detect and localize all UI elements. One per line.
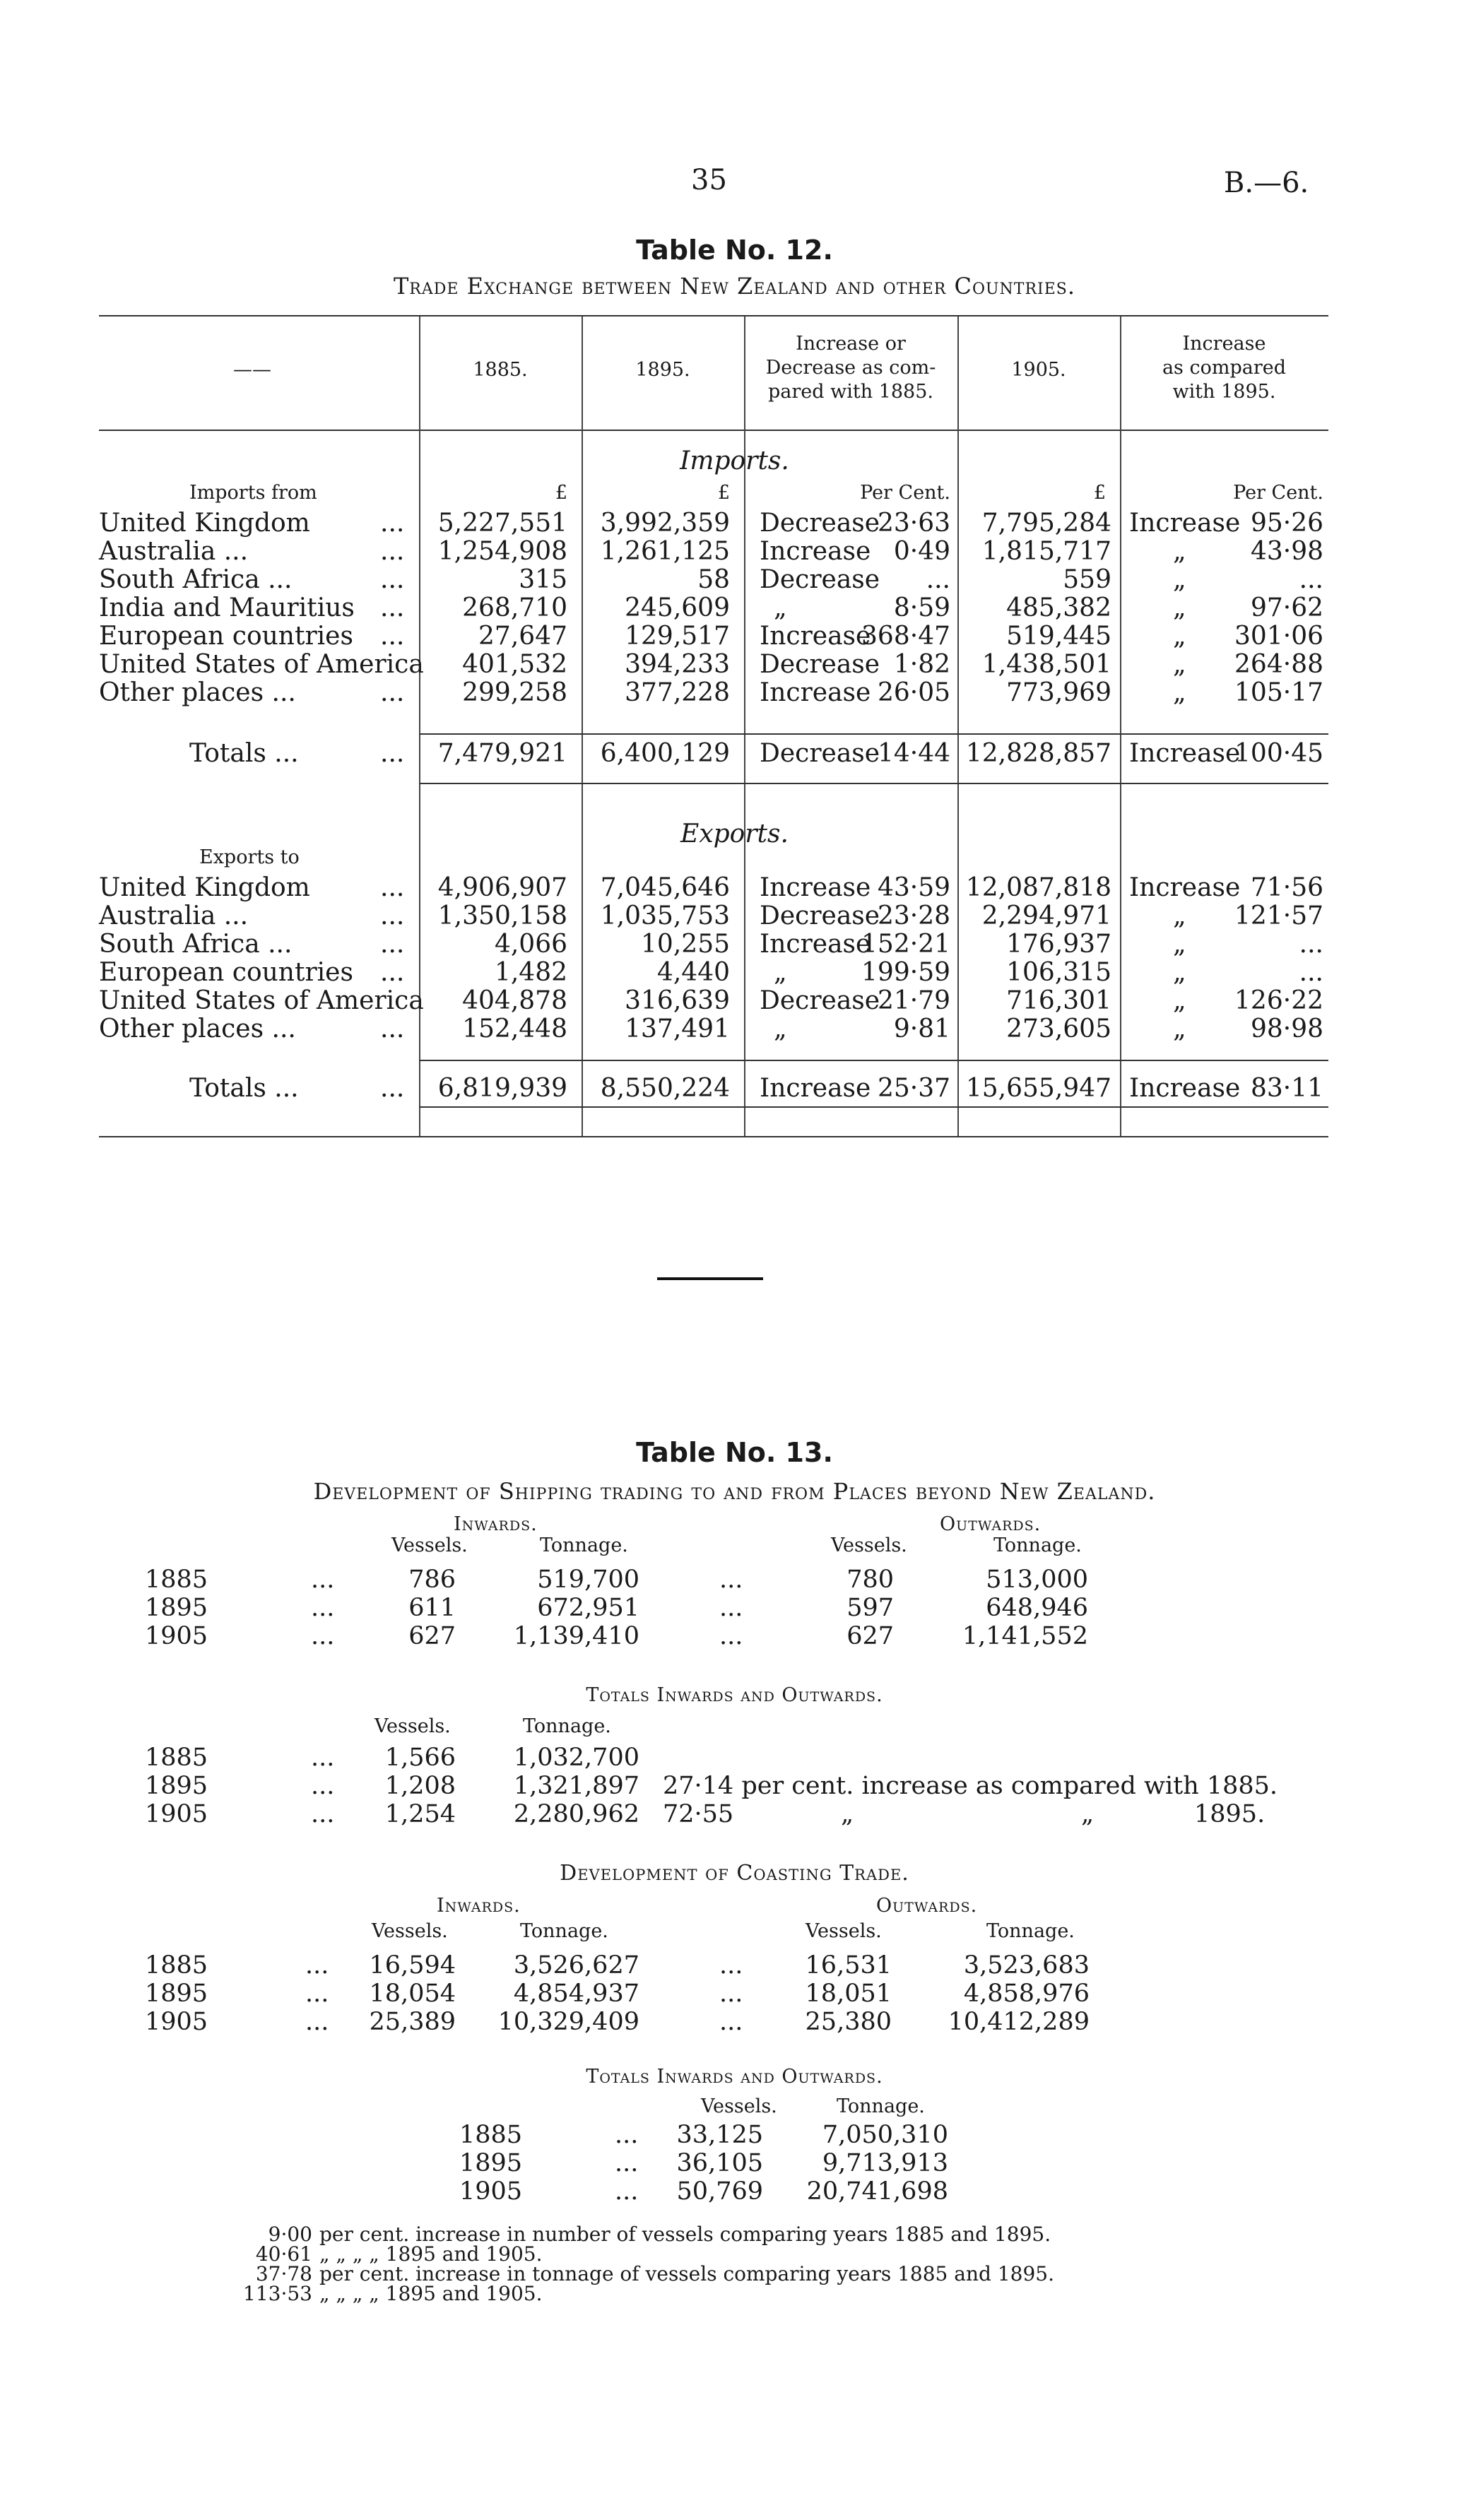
imports-row-change2-value: 43·98: [1250, 537, 1323, 566]
imports-row-change1-word: Increase: [760, 537, 871, 566]
shipping-totals-year: 1895: [145, 1772, 208, 1800]
coasting-totals-tonnage: 20,741,698: [806, 2177, 948, 2206]
imports-row-change2-value: 105·17: [1234, 678, 1323, 707]
imports-unit-1885: £: [555, 482, 567, 504]
imports-totals-row-change1-value: 14·44: [877, 739, 950, 768]
coasting-totals-vessels-label: Vessels.: [701, 2095, 777, 2117]
shipping-totals-note-percent: 72·55: [663, 1800, 734, 1828]
exports-row-1895: 4,440: [656, 958, 730, 987]
table12-title: Table No. 12.: [636, 235, 833, 266]
exports-row-name: United States of America: [99, 986, 424, 1015]
coasting-totals-tonnage: 7,050,310: [822, 2121, 948, 2149]
exports-row-1885: 152,448: [462, 1014, 567, 1043]
exports-row-change2-value: 121·57: [1234, 901, 1323, 930]
table12-top-rule: [99, 315, 1328, 317]
shipping-mid-leader: ...: [719, 1622, 743, 1650]
imports-totals-row-name: Totals ...: [189, 739, 299, 768]
exports-totals-row-leader: ...: [380, 1074, 405, 1103]
coasting-totals-vessels: 36,105: [676, 2149, 763, 2177]
exports-row-change1-value: 9·81: [893, 1014, 950, 1043]
imports-row-1885: 1,254,908: [437, 537, 567, 566]
coasting-year: 1895: [145, 1980, 208, 2008]
imports-row-leader: ...: [380, 509, 405, 538]
imports-row-leader: ...: [380, 678, 405, 707]
coasting-in-vessels: 25,389: [369, 2008, 456, 2036]
note-percent: 40·61: [255, 2242, 312, 2266]
shipping-mid-leader: ...: [719, 1594, 743, 1622]
imports-unit-1905: £: [1093, 482, 1106, 504]
shipping-totals-year: 1885: [145, 1744, 208, 1772]
shipping-in-tonnage-label: Tonnage.: [540, 1534, 628, 1556]
shipping-totals-tonnage: 2,280,962: [513, 1800, 639, 1828]
header-change-1885-line: Increase or: [796, 333, 906, 355]
coasting-out-tonnage: 4,858,976: [963, 1980, 1090, 2008]
coasting-leader: ...: [305, 1951, 329, 1980]
coasting-totals-year: 1905: [459, 2177, 523, 2206]
coasting-out-vessels: 16,531: [805, 1951, 892, 1980]
exports-row-1885: 4,066: [494, 930, 567, 959]
imports-row-change2-value: ...: [1299, 565, 1323, 594]
imports-row-leader: ...: [380, 537, 405, 566]
imports-row-leader: ...: [380, 622, 405, 651]
exports-label: Exports to: [199, 846, 300, 868]
coasting-in-vessels-label: Vessels.: [372, 1920, 448, 1942]
exports-row-change2-word: „: [1173, 930, 1186, 959]
exports-totals-row-1905: 15,655,947: [965, 1074, 1111, 1103]
exports-row-change2-word: Increase: [1129, 873, 1241, 902]
header-change-1895: [1120, 332, 1328, 404]
coasting-totals-heading: Totals Inwards and Outwards.: [586, 2066, 883, 2088]
note-text: per cent. increase in tonnage of vessels comparing years 1885 and 1895.: [319, 2262, 1054, 2285]
shipping-totals-note: 27·14 per cent. increase as compared with 1885.: [663, 1772, 1278, 1800]
imports-row-1895: 1,261,125: [600, 537, 730, 566]
exports-subtotal-rule: [419, 1060, 1328, 1061]
header-change-1895-line: with 1895.: [1172, 381, 1276, 403]
imports-unit-chg1: Per Cent.: [860, 482, 950, 504]
header-1885: 1885.: [473, 359, 528, 381]
imports-row-change1-word: „: [774, 593, 787, 622]
imports-row-change1-word: Decrease: [760, 509, 880, 538]
coasting-leader: ...: [305, 1980, 329, 2008]
coasting-heading: Development of Coasting Trade.: [560, 1861, 909, 1886]
imports-totals-row-1885: 7,479,921: [437, 739, 567, 768]
exports-row-change1-word: Increase: [760, 873, 871, 902]
exports-row-change2-value: 98·98: [1250, 1014, 1323, 1043]
exports-row-leader: ...: [380, 1014, 405, 1043]
imports-row-leader: ...: [380, 593, 405, 622]
exports-row-1895: 7,045,646: [600, 873, 730, 902]
imports-totals-row-change2-value: 100·45: [1234, 739, 1323, 768]
note-text: per cent. increase in number of vessels comparing years 1885 and 1895.: [319, 2223, 1051, 2246]
coasting-totals-leader: ...: [615, 2177, 639, 2206]
coasting-totals-tonnage: 9,713,913: [822, 2149, 948, 2177]
note-percent: 113·53: [243, 2282, 312, 2305]
shipping-mid-leader: ...: [719, 1566, 743, 1594]
header-change-1885: [744, 332, 957, 404]
coasting-in-vessels: 16,594: [369, 1951, 456, 1980]
exports-row-change2-word: „: [1173, 1014, 1186, 1043]
imports-row-1905: 7,795,284: [981, 509, 1111, 538]
imports-row-name: India and Mauritius: [99, 593, 355, 622]
imports-row-change1-value: 8·59: [893, 593, 950, 622]
exports-row-change1-value: 21·79: [877, 986, 950, 1015]
note-text: „ „ „ „ 1895 and 1905.: [319, 2282, 543, 2305]
coasting-totals-year: 1885: [459, 2121, 523, 2149]
imports-row-1885: 268,710: [462, 593, 567, 622]
imports-row-name: Other places ...: [99, 678, 296, 707]
shipping-out-tonnage: 648,946: [986, 1594, 1088, 1622]
coasting-in-tonnage: 4,854,937: [513, 1980, 639, 2008]
exports-row-change2-value: ...: [1299, 930, 1323, 959]
note-percent: 37·78: [255, 2262, 312, 2285]
imports-totals-row-change2-word: Increase: [1129, 739, 1241, 768]
shipping-in-tonnage: 1,139,410: [513, 1622, 639, 1650]
exports-row-change2-word: „: [1173, 958, 1186, 987]
exports-row-1895: 316,639: [625, 986, 730, 1015]
exports-row-1885: 1,482: [494, 958, 567, 987]
exports-row-1905: 176,937: [1006, 930, 1111, 959]
imports-row-1905: 519,445: [1006, 622, 1111, 651]
exports-totals-row-change1-word: Increase: [760, 1074, 871, 1103]
shipping-out-tonnage: 1,141,552: [962, 1622, 1088, 1650]
exports-row-1885: 4,906,907: [437, 873, 567, 902]
imports-row-change2-value: 301·06: [1234, 622, 1323, 651]
coasting-totals-leader: ...: [615, 2149, 639, 2177]
imports-subtotal-rule: [419, 733, 1328, 735]
shipping-totals-leader: ...: [311, 1744, 335, 1772]
header-change-1895-line: as compared: [1162, 357, 1287, 379]
imports-unit-chg2: Per Cent.: [1233, 482, 1323, 504]
document-reference: B.—6.: [1224, 167, 1309, 199]
header-change-1885-line: pared with 1885.: [768, 381, 933, 403]
shipping-totals-vessels: 1,208: [384, 1772, 456, 1800]
imports-row-name: European countries: [99, 622, 353, 651]
exports-row-change2-value: 71·56: [1250, 873, 1323, 902]
imports-row-change1-value: 23·63: [877, 509, 950, 538]
table13-subtitle: Development of Shipping trading to and from Places beyond New Zealand.: [313, 1478, 1156, 1505]
imports-row-1905: 773,969: [1006, 678, 1111, 707]
exports-row-name: South Africa ...: [99, 930, 293, 959]
shipping-totals-vessels: 1,254: [384, 1800, 456, 1828]
exports-row-name: Other places ...: [99, 1014, 296, 1043]
shipping-leader: ...: [311, 1594, 335, 1622]
imports-row-change1-word: Decrease: [760, 565, 880, 594]
coasting-out-vessels: 18,051: [805, 1980, 892, 2008]
exports-row-1895: 137,491: [625, 1014, 730, 1043]
imports-row-1895: 394,233: [625, 650, 730, 679]
exports-totals-row-change2-value: 83·11: [1250, 1074, 1323, 1103]
shipping-totals-year: 1905: [145, 1800, 208, 1828]
coasting-totals-vessels: 50,769: [676, 2177, 763, 2206]
exports-row-1895: 10,255: [641, 930, 730, 959]
imports-row-1895: 377,228: [625, 678, 730, 707]
coasting-year: 1905: [145, 2008, 208, 2036]
coasting-out-tonnage: 10,412,289: [948, 2008, 1090, 2036]
shipping-totals-heading: Totals Inwards and Outwards.: [586, 1684, 883, 1706]
exports-row-name: Australia ...: [99, 901, 249, 930]
shipping-totals-note-year: 1895.: [1194, 1800, 1266, 1828]
shipping-totals-note-ditto: „: [841, 1800, 854, 1828]
imports-totals-row-1905: 12,828,857: [965, 739, 1111, 768]
coasting-out-vessels: 25,380: [805, 2008, 892, 2036]
exports-row-1905: 12,087,818: [965, 873, 1111, 902]
imports-row-change2-word: Increase: [1129, 509, 1241, 538]
shipping-inwards-label: Inwards.: [454, 1513, 538, 1535]
shipping-totals-tonnage-label: Tonnage.: [523, 1715, 611, 1737]
coasting-in-tonnage: 3,526,627: [513, 1951, 639, 1980]
coasting-totals-year: 1895: [459, 2149, 523, 2177]
imports-row-change2-word: „: [1173, 537, 1186, 566]
shipping-in-tonnage: 672,951: [537, 1594, 639, 1622]
imports-heading: Imports.: [680, 446, 789, 475]
shipping-totals-note-ditto: „: [1081, 1800, 1095, 1828]
coasting-totals-leader: ...: [615, 2121, 639, 2149]
imports-row-change2-word: „: [1173, 565, 1186, 594]
shipping-totals-leader: ...: [311, 1800, 335, 1828]
note-percent: 9·00: [268, 2223, 312, 2246]
shipping-totals-vessels: 1,566: [384, 1744, 456, 1772]
exports-row-1905: 716,301: [1006, 986, 1111, 1015]
shipping-leader: ...: [311, 1622, 335, 1650]
imports-row-change2-value: 264·88: [1234, 650, 1323, 679]
header-change-1895-line: Increase: [1182, 333, 1266, 355]
imports-row-1885: 315: [519, 565, 567, 594]
coasting-out-tonnage: 3,523,683: [963, 1951, 1090, 1980]
shipping-totals-leader: ...: [311, 1772, 335, 1800]
coasting-in-vessels: 18,054: [369, 1980, 456, 2008]
imports-row-1895: 3,992,359: [600, 509, 730, 538]
imports-row-1905: 559: [1063, 565, 1111, 594]
coasting-inwards-label: Inwards.: [437, 1895, 521, 1917]
imports-row-name: United States of America: [99, 650, 424, 679]
shipping-out-vessels: 627: [846, 1622, 894, 1650]
exports-row-change2-word: „: [1173, 901, 1186, 930]
exports-totals-row-change1-value: 25·37: [877, 1074, 950, 1103]
exports-row-leader: ...: [380, 873, 405, 902]
imports-row-1895: 245,609: [625, 593, 730, 622]
coasting-outwards-label: Outwards.: [876, 1895, 978, 1917]
shipping-out-vessels-label: Vessels.: [831, 1534, 907, 1556]
exports-row-change1-value: 23·28: [877, 901, 950, 930]
header-change-1885-line: Decrease as com-: [765, 357, 936, 379]
shipping-out-vessels: 597: [846, 1594, 894, 1622]
imports-totals-row-leader: ...: [380, 739, 405, 768]
imports-row-1885: 27,647: [478, 622, 567, 651]
exports-row-change1-value: 199·59: [861, 958, 950, 987]
imports-row-name: United Kingdom: [99, 509, 310, 538]
exports-row-change1-value: 43·59: [877, 873, 950, 902]
table13-title: Table No. 13.: [636, 1437, 833, 1468]
imports-row-change2-word: „: [1173, 622, 1186, 651]
coasting-in-tonnage-label: Tonnage.: [520, 1920, 608, 1942]
coasting-year: 1885: [145, 1951, 208, 1980]
coasting-in-tonnage: 10,329,409: [497, 2008, 639, 2036]
shipping-in-vessels-label: Vessels.: [391, 1534, 468, 1556]
shipping-year: 1885: [145, 1566, 208, 1594]
exports-row-change2-value: 126·22: [1234, 986, 1323, 1015]
imports-row-change2-value: 95·26: [1250, 509, 1323, 538]
exports-row-1895: 1,035,753: [600, 901, 730, 930]
shipping-in-tonnage: 519,700: [537, 1566, 639, 1594]
exports-row-1905: 106,315: [1006, 958, 1111, 987]
imports-row-1895: 58: [697, 565, 730, 594]
coasting-out-tonnage-label: Tonnage.: [986, 1920, 1075, 1942]
shipping-totals-tonnage: 1,032,700: [513, 1744, 639, 1772]
shipping-totals-vessels-label: Vessels.: [374, 1715, 451, 1737]
imports-row-1885: 299,258: [462, 678, 567, 707]
exports-row-leader: ...: [380, 901, 405, 930]
exports-row-leader: ...: [380, 958, 405, 987]
coasting-mid-leader: ...: [719, 1951, 743, 1980]
imports-row-name: Australia ...: [99, 537, 249, 566]
exports-row-1885: 1,350,158: [437, 901, 567, 930]
imports-row-1905: 1,438,501: [981, 650, 1111, 679]
exports-row-change1-word: Decrease: [760, 986, 880, 1015]
section-divider: [657, 1277, 763, 1280]
header-dash: ——: [233, 359, 271, 381]
coasting-out-vessels-label: Vessels.: [806, 1920, 882, 1942]
imports-row-1885: 401,532: [462, 650, 567, 679]
shipping-year: 1895: [145, 1594, 208, 1622]
imports-row-change1-word: Decrease: [760, 650, 880, 679]
shipping-out-tonnage: 513,000: [986, 1566, 1088, 1594]
coasting-mid-leader: ...: [719, 1980, 743, 2008]
exports-heading: Exports.: [680, 820, 789, 848]
exports-total-rule: [419, 1106, 1328, 1108]
imports-row-change2-word: „: [1173, 650, 1186, 679]
shipping-in-vessels: 786: [408, 1566, 456, 1594]
table12-header-rule: [99, 430, 1328, 431]
shipping-outwards-label: Outwards.: [940, 1513, 1042, 1535]
imports-row-change1-word: Increase: [760, 622, 871, 651]
exports-row-change2-value: ...: [1299, 958, 1323, 987]
exports-row-name: European countries: [99, 958, 353, 987]
exports-totals-row-name: Totals ...: [189, 1074, 299, 1103]
coasting-totals-vessels: 33,125: [676, 2121, 763, 2149]
note-text: „ „ „ „ 1895 and 1905.: [319, 2242, 543, 2266]
exports-row-change1-word: Decrease: [760, 901, 880, 930]
exports-row-change1-word: „: [774, 958, 787, 987]
imports-row-1895: 129,517: [625, 622, 730, 651]
imports-row-name: South Africa ...: [99, 565, 293, 594]
coasting-totals-tonnage-label: Tonnage.: [837, 2095, 925, 2117]
imports-row-change1-word: Increase: [760, 678, 871, 707]
imports-row-change1-value: 368·47: [861, 622, 950, 651]
shipping-in-vessels: 627: [408, 1622, 456, 1650]
imports-row-change2-word: „: [1173, 678, 1186, 707]
exports-row-change1-value: 152·21: [861, 930, 950, 959]
exports-totals-row-1895: 8,550,224: [600, 1074, 730, 1103]
exports-row-leader: ...: [380, 930, 405, 959]
exports-row-1905: 2,294,971: [981, 901, 1111, 930]
imports-totals-row-1895: 6,400,129: [600, 739, 730, 768]
exports-row-change1-word: Increase: [760, 930, 871, 959]
shipping-totals-tonnage: 1,321,897: [513, 1772, 639, 1800]
exports-row-name: United Kingdom: [99, 873, 310, 902]
shipping-in-vessels: 611: [408, 1594, 456, 1622]
coasting-mid-leader: ...: [719, 2008, 743, 2036]
exports-totals-row-change2-word: Increase: [1129, 1074, 1241, 1103]
header-1895: 1895.: [635, 359, 690, 381]
imports-row-change1-value: 1·82: [893, 650, 950, 679]
imports-row-change1-value: ...: [926, 565, 950, 594]
table12-bottom-rule: [99, 1136, 1328, 1137]
shipping-out-vessels: 780: [846, 1566, 894, 1594]
imports-row-change2-value: 97·62: [1250, 593, 1323, 622]
imports-totals-row-change1-word: Decrease: [760, 739, 880, 768]
imports-row-leader: ...: [380, 565, 405, 594]
page-number: 35: [691, 164, 727, 196]
shipping-year: 1905: [145, 1622, 208, 1650]
table12-subtitle: Trade Exchange between New Zealand and other Countries.: [393, 273, 1076, 300]
imports-row-change1-value: 26·05: [877, 678, 950, 707]
imports-label: Imports from: [189, 482, 317, 504]
coasting-leader: ...: [305, 2008, 329, 2036]
exports-row-1885: 404,878: [462, 986, 567, 1015]
shipping-leader: ...: [311, 1566, 335, 1594]
shipping-out-tonnage-label: Tonnage.: [993, 1534, 1082, 1556]
imports-unit-1895: £: [717, 482, 730, 504]
imports-row-change1-value: 0·49: [893, 537, 950, 566]
exports-row-1905: 273,605: [1006, 1014, 1111, 1043]
imports-row-1885: 5,227,551: [437, 509, 567, 538]
imports-total-rule: [419, 783, 1328, 784]
exports-row-change2-word: „: [1173, 986, 1186, 1015]
header-1905: 1905.: [1011, 359, 1066, 381]
exports-totals-row-1885: 6,819,939: [437, 1074, 567, 1103]
imports-row-change2-word: „: [1173, 593, 1186, 622]
imports-row-1905: 1,815,717: [981, 537, 1111, 566]
imports-row-1905: 485,382: [1006, 593, 1111, 622]
exports-row-change1-word: „: [774, 1014, 787, 1043]
